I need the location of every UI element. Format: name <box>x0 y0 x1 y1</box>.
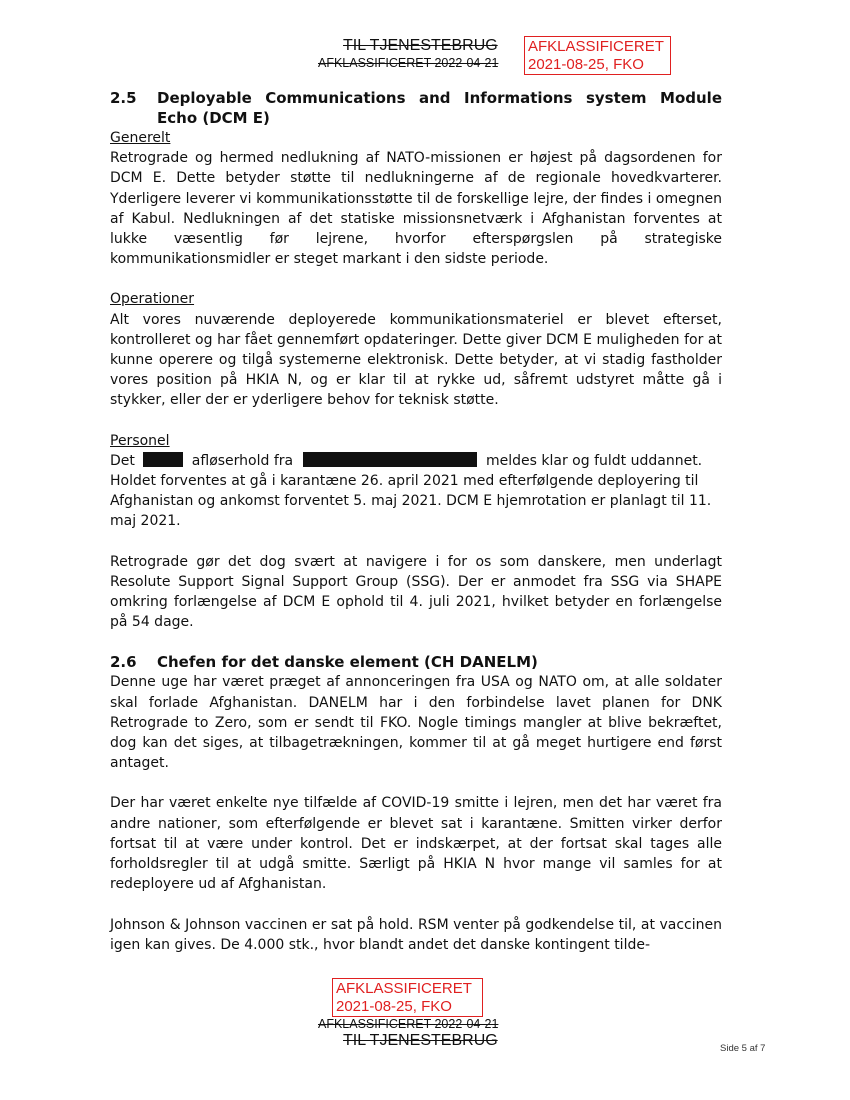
header-declassification-stamp <box>524 36 671 75</box>
paragraph-danelm-1: Denne uge har været præget af annonceringen fra USA og NATO om, at alle soldater skal forlade Afghanistan. DANELM har i den forbindelse lavet planen for DNK Retrograde to Zero, som er sendt til FKO. Nogle timings mangler at blive bekræftet, dog kan det siges, at tilbagetrækningen, kommer til at gå meget hurtigere end først antaget. <box>110 674 722 772</box>
footer-stamp-line1: AFKLASSIFICERET <box>336 980 472 997</box>
section-title: Chefen for det danske element (CH DANELM) <box>157 653 538 672</box>
footer-declassified-line: AFKLASSIFICERET 2022-04-21 <box>318 1017 499 1031</box>
header-declassified-line: AFKLASSIFICERET 2022-04-21 <box>318 56 499 70</box>
footer-classification: TIL TJENESTEBRUG <box>343 1032 498 1049</box>
section-number: 2.6 <box>110 653 137 672</box>
footer-stamp-line2: 2021-08-25, FKO <box>336 998 452 1015</box>
document-body <box>110 88 722 955</box>
paragraph-retrograde: Retrograde gør det dog svært at navigere i for os som danskere, men underlagt Resolute Support Signal Support Group (SSG). Der er anmodet fra SSG via SHAPE omkring forlængelse af DCM E ophold til 4. juli 2021, hvilket betyder en forlængelse på 54 dage. <box>110 553 722 631</box>
section-title: Deployable Communications and Informations system Module Echo (DCM E) <box>157 89 722 127</box>
paragraph-personel-line1 <box>110 451 722 471</box>
subheading-generelt: Generelt <box>110 130 171 146</box>
section-heading-2-6 <box>110 652 722 672</box>
header-classification: TIL TJENESTEBRUG <box>343 37 498 54</box>
redaction-bar <box>303 452 477 467</box>
page-number: Side 5 af 7 <box>720 1043 766 1054</box>
footer-declassification-stamp <box>332 978 483 1017</box>
paragraph-personel: Holdet forventes at gå i karantæne 26. april 2021 med efterfølgende deployering til Afghanistan og ankomst forventet 5. maj 2021. DCM E hjemrotation er planlagt til 11. maj 2021. <box>110 473 712 530</box>
section-heading-2-5 <box>110 88 722 128</box>
header-stamp-line1: AFKLASSIFICERET <box>528 38 664 55</box>
personel-text-part1: Det <box>110 452 135 469</box>
personel-text-part2: afløserhold fra <box>191 452 294 469</box>
redaction-bar <box>143 452 183 467</box>
paragraph-danelm-3: Johnson & Johnson vaccinen er sat på hold. RSM venter på godkendelse til, at vaccinen igen kan gives. De 4.000 stk., hvor blandt andet det danske kontingent tilde- <box>110 916 722 953</box>
subheading-personel: Personel <box>110 432 170 449</box>
subheading-operationer: Operationer <box>110 291 195 308</box>
section-number: 2.5 <box>110 89 137 107</box>
paragraph-danelm-2: Der har været enkelte nye tilfælde af COVID-19 smitte i lejren, men det har været fra andre nationer, som efterfølgende er blevet sat i karantæne. Smitten virker derfor fortsat til at være under kontrol. Det er indskærpet, at der fortsat skal tages alle forholdsregler til at udgå smitte. Særligt på HKIA N hvor mange vil samles for at redeployere ud af Afghanistan. <box>110 795 722 893</box>
personel-text-part3: meldes klar og fuldt uddannet. <box>486 452 703 469</box>
paragraph-operationer: Alt vores nuværende deployerede kommunikationsmateriel er blevet efterset, kontrolleret og har fået gennemført opdateringer. Dette giver DCM E muligheden for at kunne operere og tilgå systemerne elektronisk. Dette betyder, at vi stadig fastholder vores position på HKIA N, og er klar til at rykke ud, såfremt udstyret måtte gå i stykker, eller der er yderligere behov for teknisk støtte. <box>110 311 722 409</box>
paragraph-generelt: Retrograde og hermed nedlukning af NATO-missionen er højest på dagsordenen for DCM E. Dette betyder støtte til nedlukningerne af de regionale hovedkvarterer. Yderligere leverer vi kommunikationsstøtte til de forskellige lejre, der findes i omegnen af Kabul. Nedlukningen af det statiske missionsnetværk i Afghanistan forventes at lukke væsentlig før lejrene, hvorfor efterspørgslen på strategiske kommunikationsmidler er steget markant i den sidste periode. <box>110 150 722 268</box>
header-stamp-line2: 2021-08-25, FKO <box>528 56 644 73</box>
